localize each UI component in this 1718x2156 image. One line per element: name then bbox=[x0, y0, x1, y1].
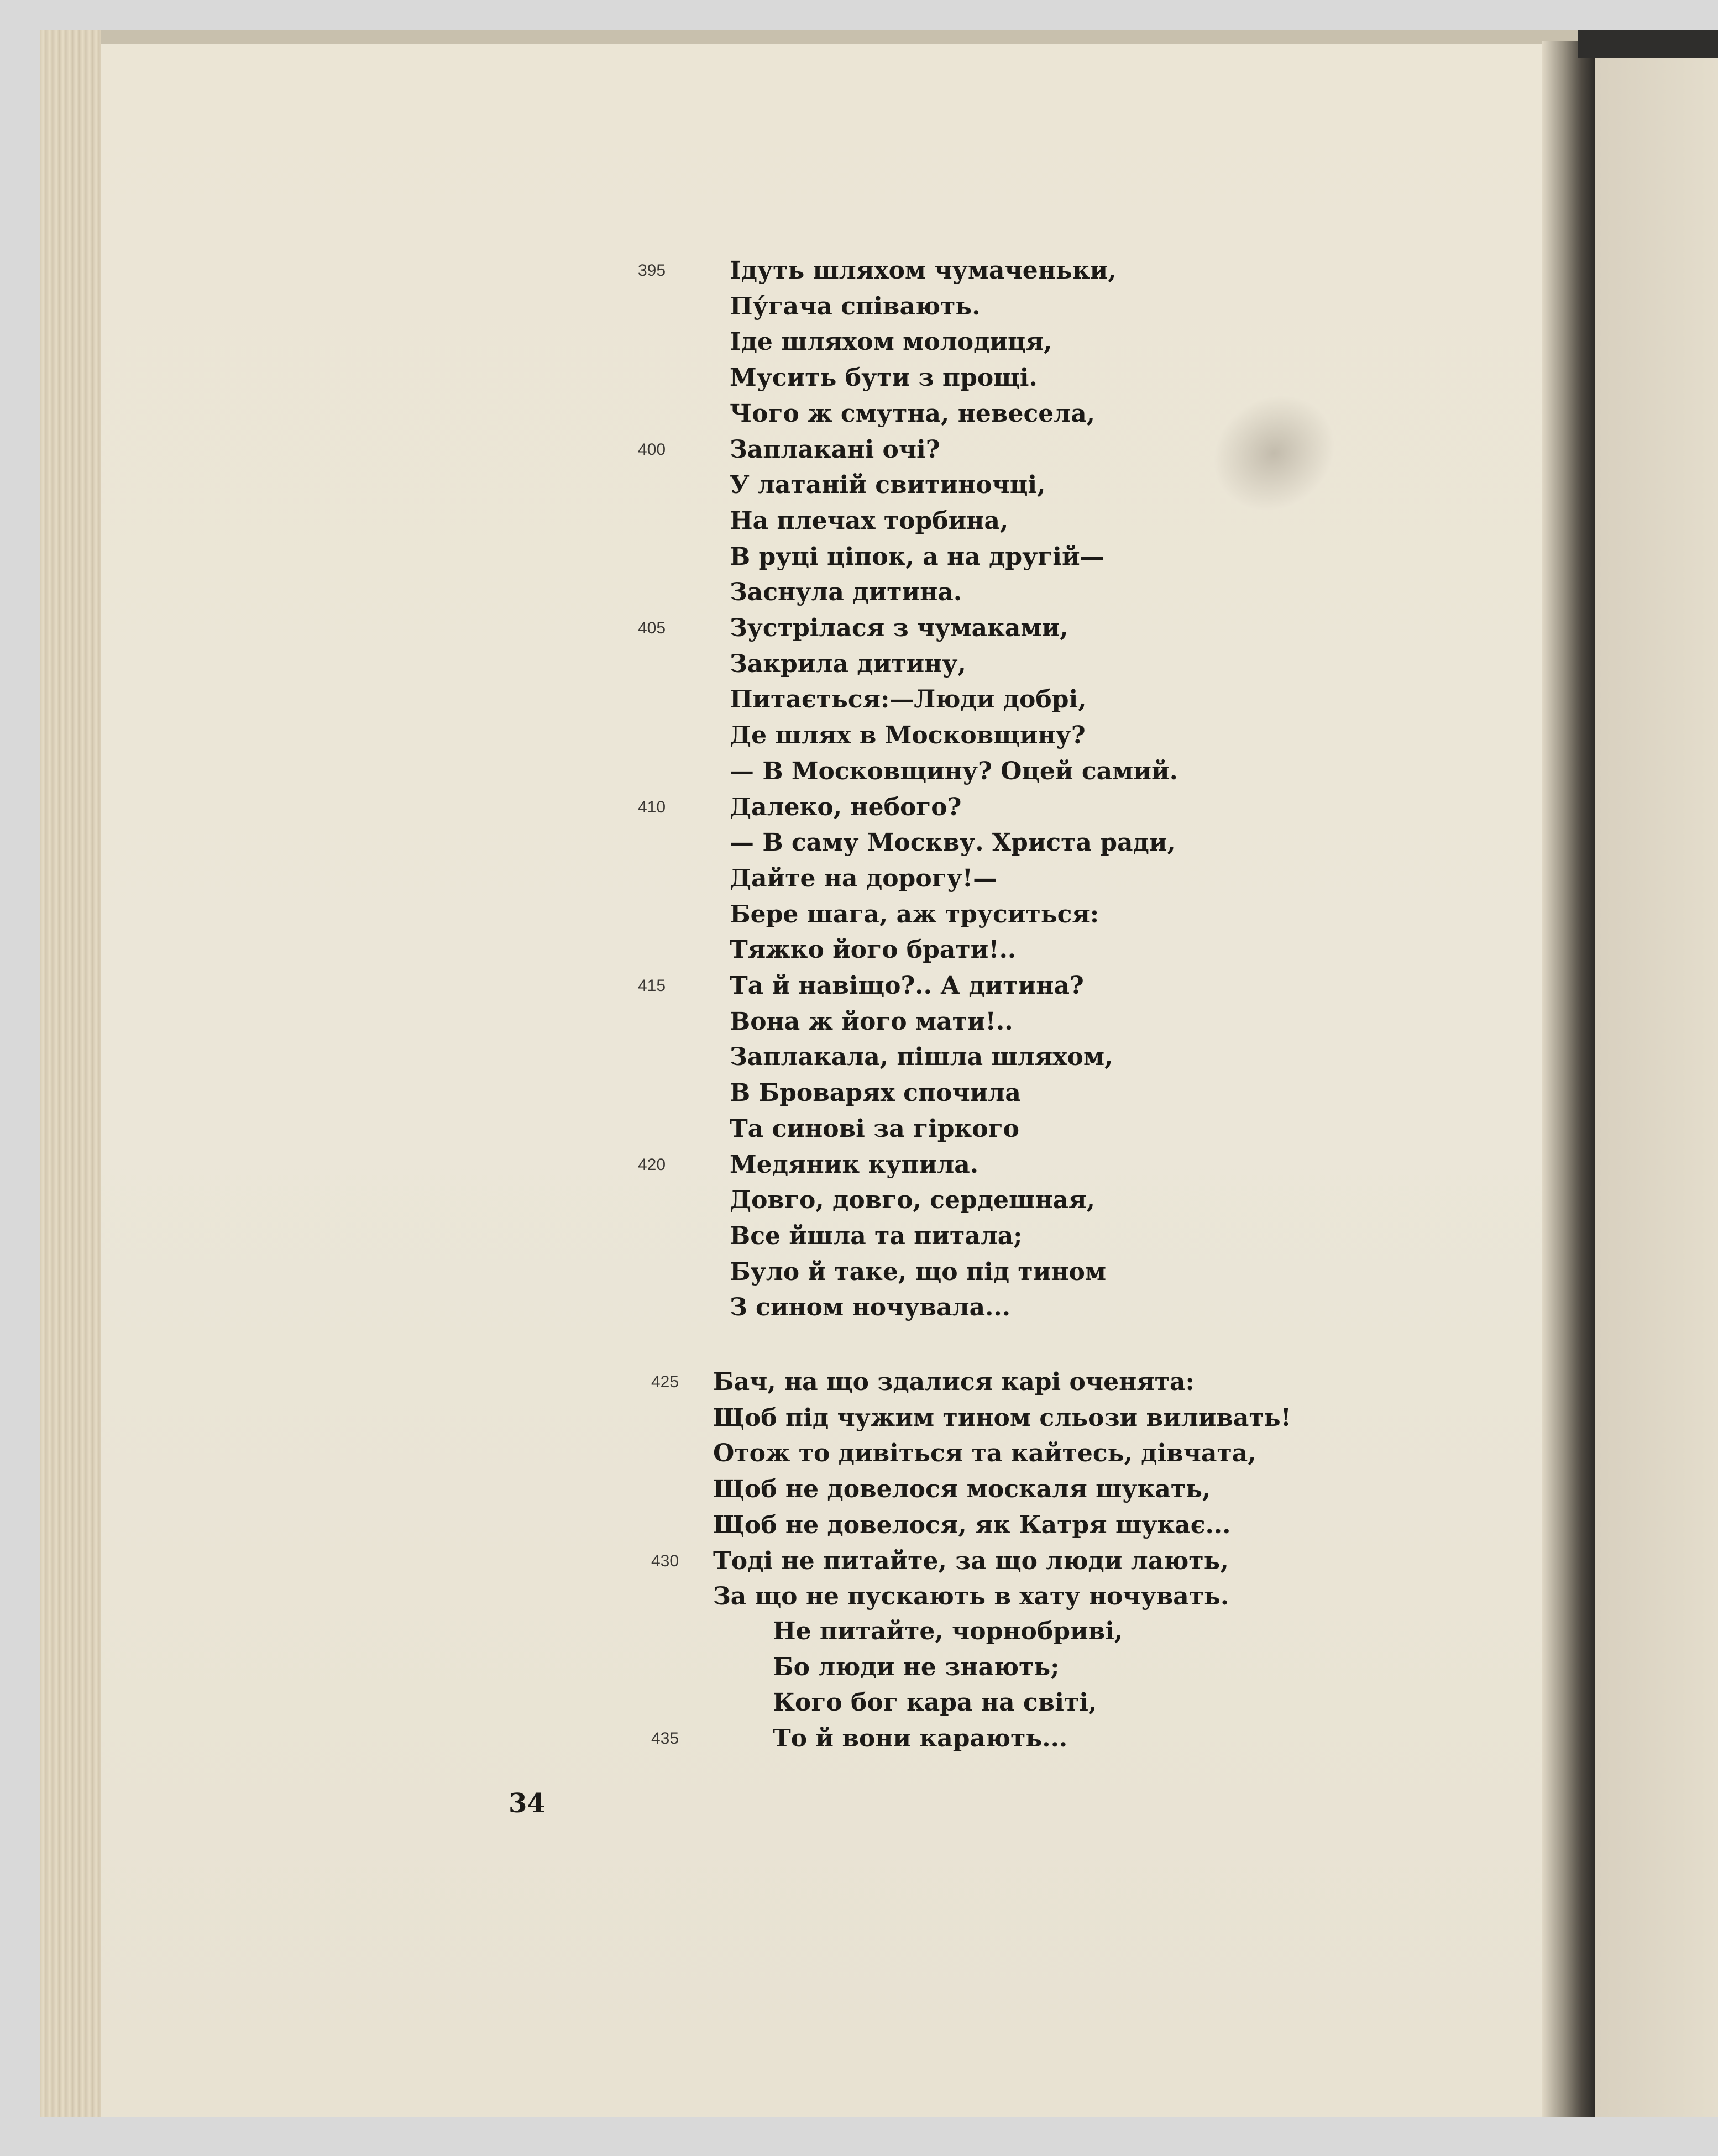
line-number: 435 bbox=[651, 1729, 679, 1748]
poem-line: На плечах торбина, bbox=[730, 506, 1009, 535]
line-number: 425 bbox=[651, 1373, 679, 1391]
poem-line: Бач, на що здалися карі оченята: bbox=[713, 1368, 1195, 1396]
poem-line: Довго, довго, сердешная, bbox=[730, 1186, 1095, 1215]
poem-line: Медяник купила. bbox=[730, 1150, 979, 1179]
poem-line: Де шлях в Московщину? bbox=[730, 721, 1086, 750]
poem-line: — В саму Москву. Христа ради, bbox=[730, 828, 1176, 857]
poem-line: Щоб під чужим тином сльози виливать! bbox=[713, 1403, 1291, 1432]
poem-line: Та й навіщо?.. А дитина? bbox=[730, 972, 1084, 1000]
scan-edge bbox=[1578, 30, 1718, 58]
poem-line: Бо люди не знають; bbox=[773, 1653, 1060, 1681]
page-edges bbox=[40, 30, 101, 2117]
poem-line: Та синові за гіркого bbox=[730, 1114, 1019, 1143]
poem-line: Дайте на дорогу!— bbox=[730, 864, 998, 893]
poem-line: Мусить бути з прощі. bbox=[730, 364, 1038, 392]
poem-line: Тоді не питайте, за що люди лають, bbox=[713, 1546, 1229, 1575]
poem-line: Отож то дивіться та кайтесь, дівчата, bbox=[713, 1439, 1256, 1468]
poem-line: Щоб не довелося москаля шукать, bbox=[713, 1475, 1211, 1504]
poem-line: Не питайте, чорнобриві, bbox=[773, 1617, 1123, 1645]
poem-line: Далеко, небого? bbox=[730, 793, 962, 821]
poem-line: Заплакала, пішла шляхом, bbox=[730, 1043, 1113, 1072]
poem-line: Кого бог кара на світі, bbox=[773, 1688, 1097, 1717]
poem-line: Заснула дитина. bbox=[730, 578, 962, 607]
poem-line: Щоб не довелося, як Катря шукає... bbox=[713, 1510, 1231, 1539]
poem-line: Все йшла та питала; bbox=[730, 1221, 1023, 1250]
poem-line: Пу́гача співають. bbox=[730, 292, 981, 321]
poem-line: — В Московщину? Оцей самий. bbox=[730, 757, 1178, 785]
line-number: 395 bbox=[638, 261, 666, 280]
poem-line: Зустрілася з чумаками, bbox=[730, 614, 1068, 642]
poem-line: То й вони карають... bbox=[773, 1724, 1068, 1753]
line-number: 410 bbox=[638, 798, 666, 816]
poem-line: Питається:—Люди добрі, bbox=[730, 685, 1087, 714]
book-gutter bbox=[1542, 41, 1595, 2117]
poem-line: Чого ж смутна, невесела, bbox=[730, 399, 1096, 428]
poem-line: У латаній свитиночці, bbox=[730, 471, 1046, 500]
poem-line: Тяжко його брати!.. bbox=[730, 936, 1017, 964]
poem-line: За що не пускають в хату ночувать. bbox=[713, 1582, 1229, 1611]
poem-line: З сином ночувала... bbox=[730, 1293, 1011, 1322]
line-number: 415 bbox=[638, 977, 666, 995]
poem-line: Вона ж його мати!.. bbox=[730, 1007, 1013, 1036]
poem-line: В Броварях спочила bbox=[730, 1079, 1021, 1108]
poem-line: Іде шляхом молодиця, bbox=[730, 328, 1052, 356]
poem-line: Бере шага, аж труситься: bbox=[730, 900, 1099, 929]
line-number: 420 bbox=[638, 1155, 666, 1174]
line-number: 405 bbox=[638, 619, 666, 637]
poem-line: В руці ціпок, а на другій— bbox=[730, 542, 1104, 571]
line-number: 400 bbox=[638, 440, 666, 459]
poem-line: Закрила дитину, bbox=[730, 649, 966, 678]
poem-line: Було й таке, що під тином bbox=[730, 1257, 1107, 1286]
facing-page bbox=[1595, 55, 1718, 2117]
line-number: 430 bbox=[651, 1551, 679, 1570]
poem-line: Заплакані очі? bbox=[730, 435, 940, 464]
page-number: 34 bbox=[509, 1788, 546, 1819]
poem-line: Ідуть шляхом чумаченьки, bbox=[730, 256, 1117, 285]
